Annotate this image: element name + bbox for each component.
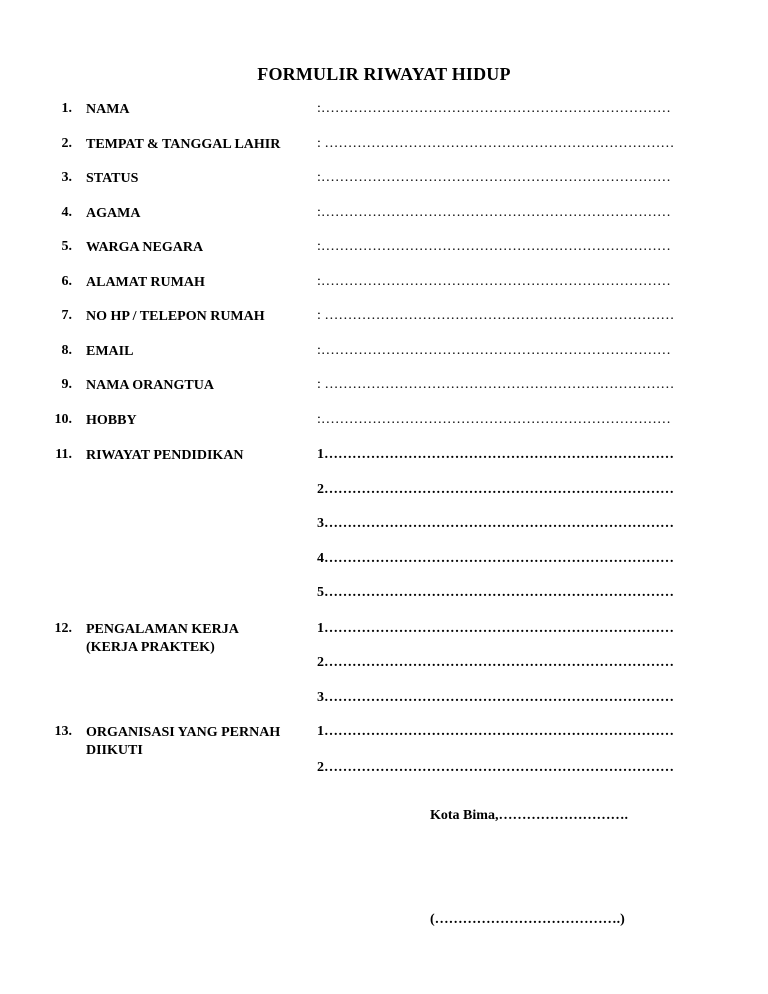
field-number: 9. <box>61 377 72 392</box>
field-number: 4. <box>61 205 72 220</box>
work-row <box>0 655 768 675</box>
field-number: 3. <box>61 170 72 185</box>
field-row-pengalaman-kerja <box>0 621 768 655</box>
field-row-alamat-rumah <box>0 274 768 294</box>
field-fill-line[interactable]: :………………………………………………………………… <box>317 170 671 185</box>
field-label: AGAMA <box>86 206 141 221</box>
work-line-1[interactable]: 1………………………………………………………………… <box>317 621 674 636</box>
field-number: 13. <box>54 724 72 739</box>
field-label: NAMA <box>86 102 130 117</box>
field-fill-line[interactable]: :………………………………………………………………… <box>317 239 671 254</box>
field-number: 5. <box>61 239 72 254</box>
organization-row <box>0 760 768 780</box>
education-line-2[interactable]: 2………………………………………………………………… <box>317 482 674 497</box>
field-label: EMAIL <box>86 344 134 359</box>
field-label: TEMPAT & TANGGAL LAHIR <box>86 137 281 152</box>
signature-name-line[interactable]: (………………………………….) <box>430 912 625 927</box>
field-label: NAMA ORANGTUA <box>86 378 214 393</box>
field-number: 11. <box>55 447 72 462</box>
field-fill-line[interactable]: : ………………………………………………………………… <box>317 377 675 392</box>
organization-line-2[interactable]: 2………………………………………………………………… <box>317 760 674 775</box>
field-fill-line[interactable]: : ………………………………………………………………… <box>317 308 675 323</box>
field-label: RIWAYAT PENDIDIKAN <box>86 448 244 463</box>
work-line-3[interactable]: 3………………………………………………………………… <box>317 690 674 705</box>
field-row-warga-negara <box>0 239 768 259</box>
education-line-4[interactable]: 4………………………………………………………………… <box>317 551 674 566</box>
field-label: HOBBY <box>86 413 137 428</box>
field-row-email <box>0 343 768 363</box>
education-row <box>0 516 768 536</box>
field-label: PENGALAMAN KERJA (KERJA PRAKTEK) <box>86 622 239 655</box>
field-row-status <box>0 170 768 190</box>
field-fill-line[interactable]: :………………………………………………………………… <box>317 343 671 358</box>
field-row-nama-orangtua <box>0 377 768 397</box>
field-number: 1. <box>61 101 72 116</box>
field-label: STATUS <box>86 171 139 186</box>
field-fill-line[interactable]: :………………………………………………………………… <box>317 101 671 116</box>
field-number: 10. <box>54 412 72 427</box>
education-line-3[interactable]: 3………………………………………………………………… <box>317 516 674 531</box>
field-label: WARGA NEGARA <box>86 240 204 255</box>
signature-place-date[interactable]: Kota Bima,………………………. <box>430 808 628 823</box>
field-number: 6. <box>61 274 72 289</box>
field-row-nama <box>0 101 768 121</box>
field-fill-line[interactable]: :………………………………………………………………… <box>317 274 671 289</box>
field-row-no-hp <box>0 308 768 328</box>
education-row <box>0 585 768 605</box>
field-fill-line[interactable]: :………………………………………………………………… <box>317 412 671 427</box>
field-label: ORGANISASI YANG PERNAH DIIKUTI <box>86 725 281 758</box>
education-row <box>0 551 768 571</box>
field-number: 7. <box>61 308 72 323</box>
field-label: NO HP / TELEPON RUMAH <box>86 309 265 324</box>
field-label: ALAMAT RUMAH <box>86 275 205 290</box>
field-row-tempat-tanggal-lahir <box>0 136 768 156</box>
field-row-organisasi <box>0 724 768 758</box>
organization-line-1[interactable]: 1………………………………………………………………… <box>317 724 674 739</box>
work-line-2[interactable]: 2………………………………………………………………… <box>317 655 674 670</box>
form-title: FORMULIR RIWAYAT HIDUP <box>257 64 511 84</box>
field-row-agama <box>0 205 768 225</box>
field-row-hobby <box>0 412 768 432</box>
education-line-1[interactable]: 1………………………………………………………………… <box>317 447 674 462</box>
education-line-5[interactable]: 5………………………………………………………………… <box>317 585 674 600</box>
field-fill-line[interactable]: : ………………………………………………………………… <box>317 136 675 151</box>
field-number: 12. <box>54 621 72 636</box>
field-fill-line[interactable]: :………………………………………………………………… <box>317 205 671 220</box>
field-number: 8. <box>61 343 72 358</box>
field-row-riwayat-pendidikan <box>0 447 768 467</box>
field-number: 2. <box>61 136 72 151</box>
education-row <box>0 482 768 502</box>
work-row <box>0 690 768 710</box>
